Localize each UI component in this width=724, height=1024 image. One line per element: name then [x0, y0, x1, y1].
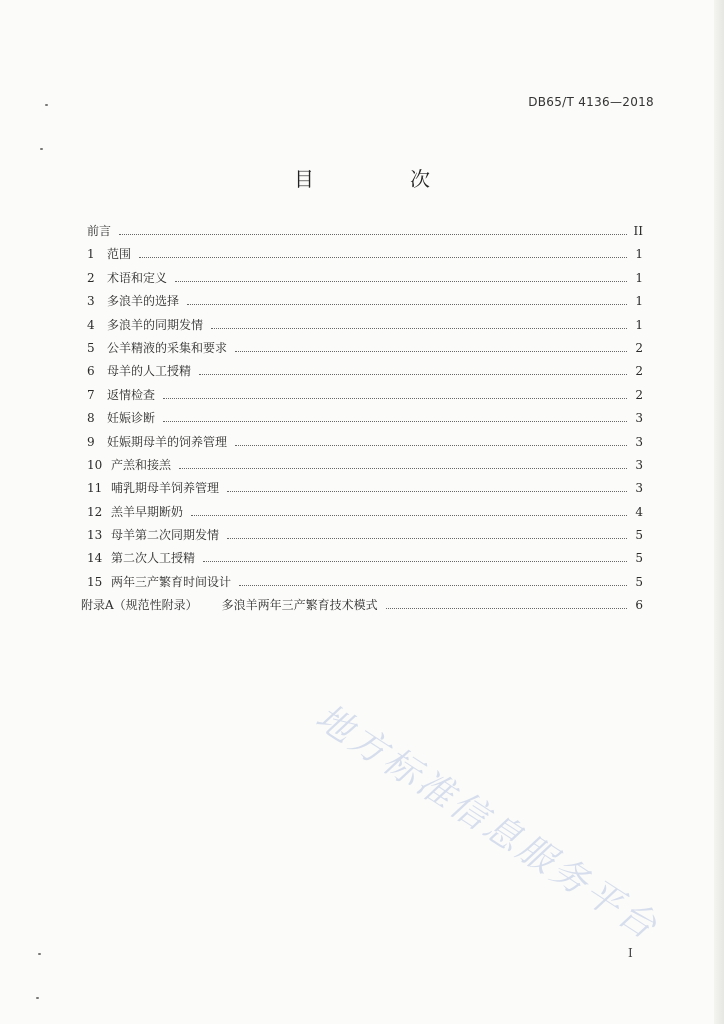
toc-leader-dots [386, 596, 627, 609]
toc-entry-number: 11 [87, 481, 103, 496]
toc-entry-number: 12 [87, 504, 103, 519]
toc-entry-7[interactable] [87, 386, 643, 409]
toc-entry-number: 8 [87, 411, 95, 426]
scan-speck [40, 148, 43, 150]
toc-leader-dots [119, 222, 627, 235]
toc-appendix-prefix: 附录A（规范性附录） [81, 598, 198, 613]
toc-entry-1[interactable] [87, 245, 643, 268]
toc-entry-page: 2 [635, 387, 643, 402]
scan-speck [36, 997, 39, 999]
toc-leader-dots [199, 362, 627, 375]
toc-entry-appendix-a[interactable] [81, 596, 643, 619]
toc-entry-page: 1 [635, 317, 643, 332]
toc-entry-page: 4 [635, 504, 643, 519]
toc-entry-label: 多浪羊的同期发情 [107, 317, 204, 332]
toc-entry-3[interactable] [87, 292, 643, 315]
toc-entry-number: 1 [87, 247, 95, 262]
toc-leader-dots [235, 339, 627, 352]
toc-entry-5[interactable] [87, 339, 643, 362]
toc-entry-number: 10 [87, 457, 103, 472]
page-title: 目 次 [294, 167, 468, 191]
toc-entry-label: 产羔和接羔 [111, 457, 172, 472]
toc-entry-page: 1 [635, 270, 643, 285]
toc-entry-number: 9 [87, 434, 95, 449]
toc-entry-label: 术语和定义 [107, 270, 168, 285]
toc-entry-8[interactable] [87, 409, 643, 432]
toc-entry-number: 4 [87, 317, 95, 332]
toc-leader-dots [187, 292, 627, 305]
toc-entry-number: 15 [87, 574, 103, 589]
watermark: 地方标准信息服务平台 [308, 696, 667, 949]
document-code: DB65/T 4136—2018 [528, 95, 654, 109]
toc-entry-label: 羔羊早期断奶 [111, 504, 184, 519]
toc-entry-number: 3 [87, 294, 95, 309]
toc-entry-label: 妊娠期母羊的饲养管理 [107, 434, 228, 449]
toc-entry-label: 两年三产繁育时间设计 [111, 574, 232, 589]
toc-leader-dots [163, 386, 627, 399]
toc-entry-label: 母羊第二次同期发情 [111, 528, 220, 543]
toc-entry-15[interactable] [87, 573, 643, 596]
toc-leader-dots [227, 479, 627, 492]
toc-leader-dots [179, 456, 627, 469]
toc-entry-label: 哺乳期母羊饲养管理 [111, 481, 220, 496]
toc-entry-4[interactable] [87, 316, 643, 339]
toc-entry-10[interactable] [87, 456, 643, 479]
toc-entry-2[interactable] [87, 269, 643, 292]
toc-entry-6[interactable] [87, 362, 643, 385]
toc-entry-page: 6 [635, 598, 643, 613]
toc-entry-number: 7 [87, 387, 95, 402]
toc-leader-dots [235, 433, 627, 446]
toc-entry-label: 前言 [87, 224, 112, 238]
toc-entry-number: 14 [87, 551, 103, 566]
toc-entry-number: 13 [87, 528, 103, 543]
scan-speck [38, 953, 41, 955]
toc-entry-label: 多浪羊两年三产繁育技术模式 [221, 598, 378, 613]
page-edge-shadow [714, 0, 724, 1024]
toc-entry-page: 5 [635, 551, 643, 566]
toc-entry-9[interactable] [87, 433, 643, 456]
table-of-contents [81, 222, 643, 620]
toc-entry-label: 多浪羊的选择 [107, 294, 180, 309]
toc-entry-page: 2 [635, 364, 643, 379]
toc-entry-foreword[interactable] [87, 222, 643, 245]
toc-leader-dots [139, 245, 627, 258]
toc-entry-13[interactable] [87, 526, 643, 549]
toc-leader-dots [163, 409, 627, 422]
toc-entry-label: 母羊的人工授精 [107, 364, 192, 379]
toc-entry-page: II [633, 224, 643, 238]
toc-entry-page: 1 [635, 294, 643, 309]
toc-leader-dots [227, 526, 627, 539]
toc-leader-dots [211, 316, 627, 329]
toc-entry-label: 范围 [107, 247, 132, 262]
toc-entry-number: 5 [87, 340, 95, 355]
toc-entry-page: 1 [635, 247, 643, 262]
toc-entry-label: 返情检查 [107, 387, 156, 402]
toc-entry-page: 5 [635, 528, 643, 543]
toc-entry-label: 公羊精液的采集和要求 [107, 340, 228, 355]
toc-entry-number: 2 [87, 270, 95, 285]
page-number: I [628, 946, 633, 960]
toc-entry-label: 第二次人工授精 [111, 551, 196, 566]
toc-entry-page: 3 [635, 434, 643, 449]
toc-entry-page: 3 [635, 411, 643, 426]
toc-leader-dots [239, 573, 627, 586]
toc-leader-dots [175, 269, 627, 282]
toc-entry-page: 2 [635, 340, 643, 355]
toc-entry-page: 3 [635, 481, 643, 496]
toc-entry-14[interactable] [87, 549, 643, 572]
toc-entry-page: 5 [635, 574, 643, 589]
toc-entry-label: 妊娠诊断 [107, 411, 156, 426]
toc-leader-dots [203, 549, 627, 562]
toc-entry-page: 3 [635, 457, 643, 472]
scan-speck [45, 104, 48, 106]
toc-leader-dots [191, 503, 627, 516]
toc-entry-11[interactable] [87, 479, 643, 502]
toc-entry-12[interactable] [87, 503, 643, 526]
toc-entry-number: 6 [87, 364, 95, 379]
